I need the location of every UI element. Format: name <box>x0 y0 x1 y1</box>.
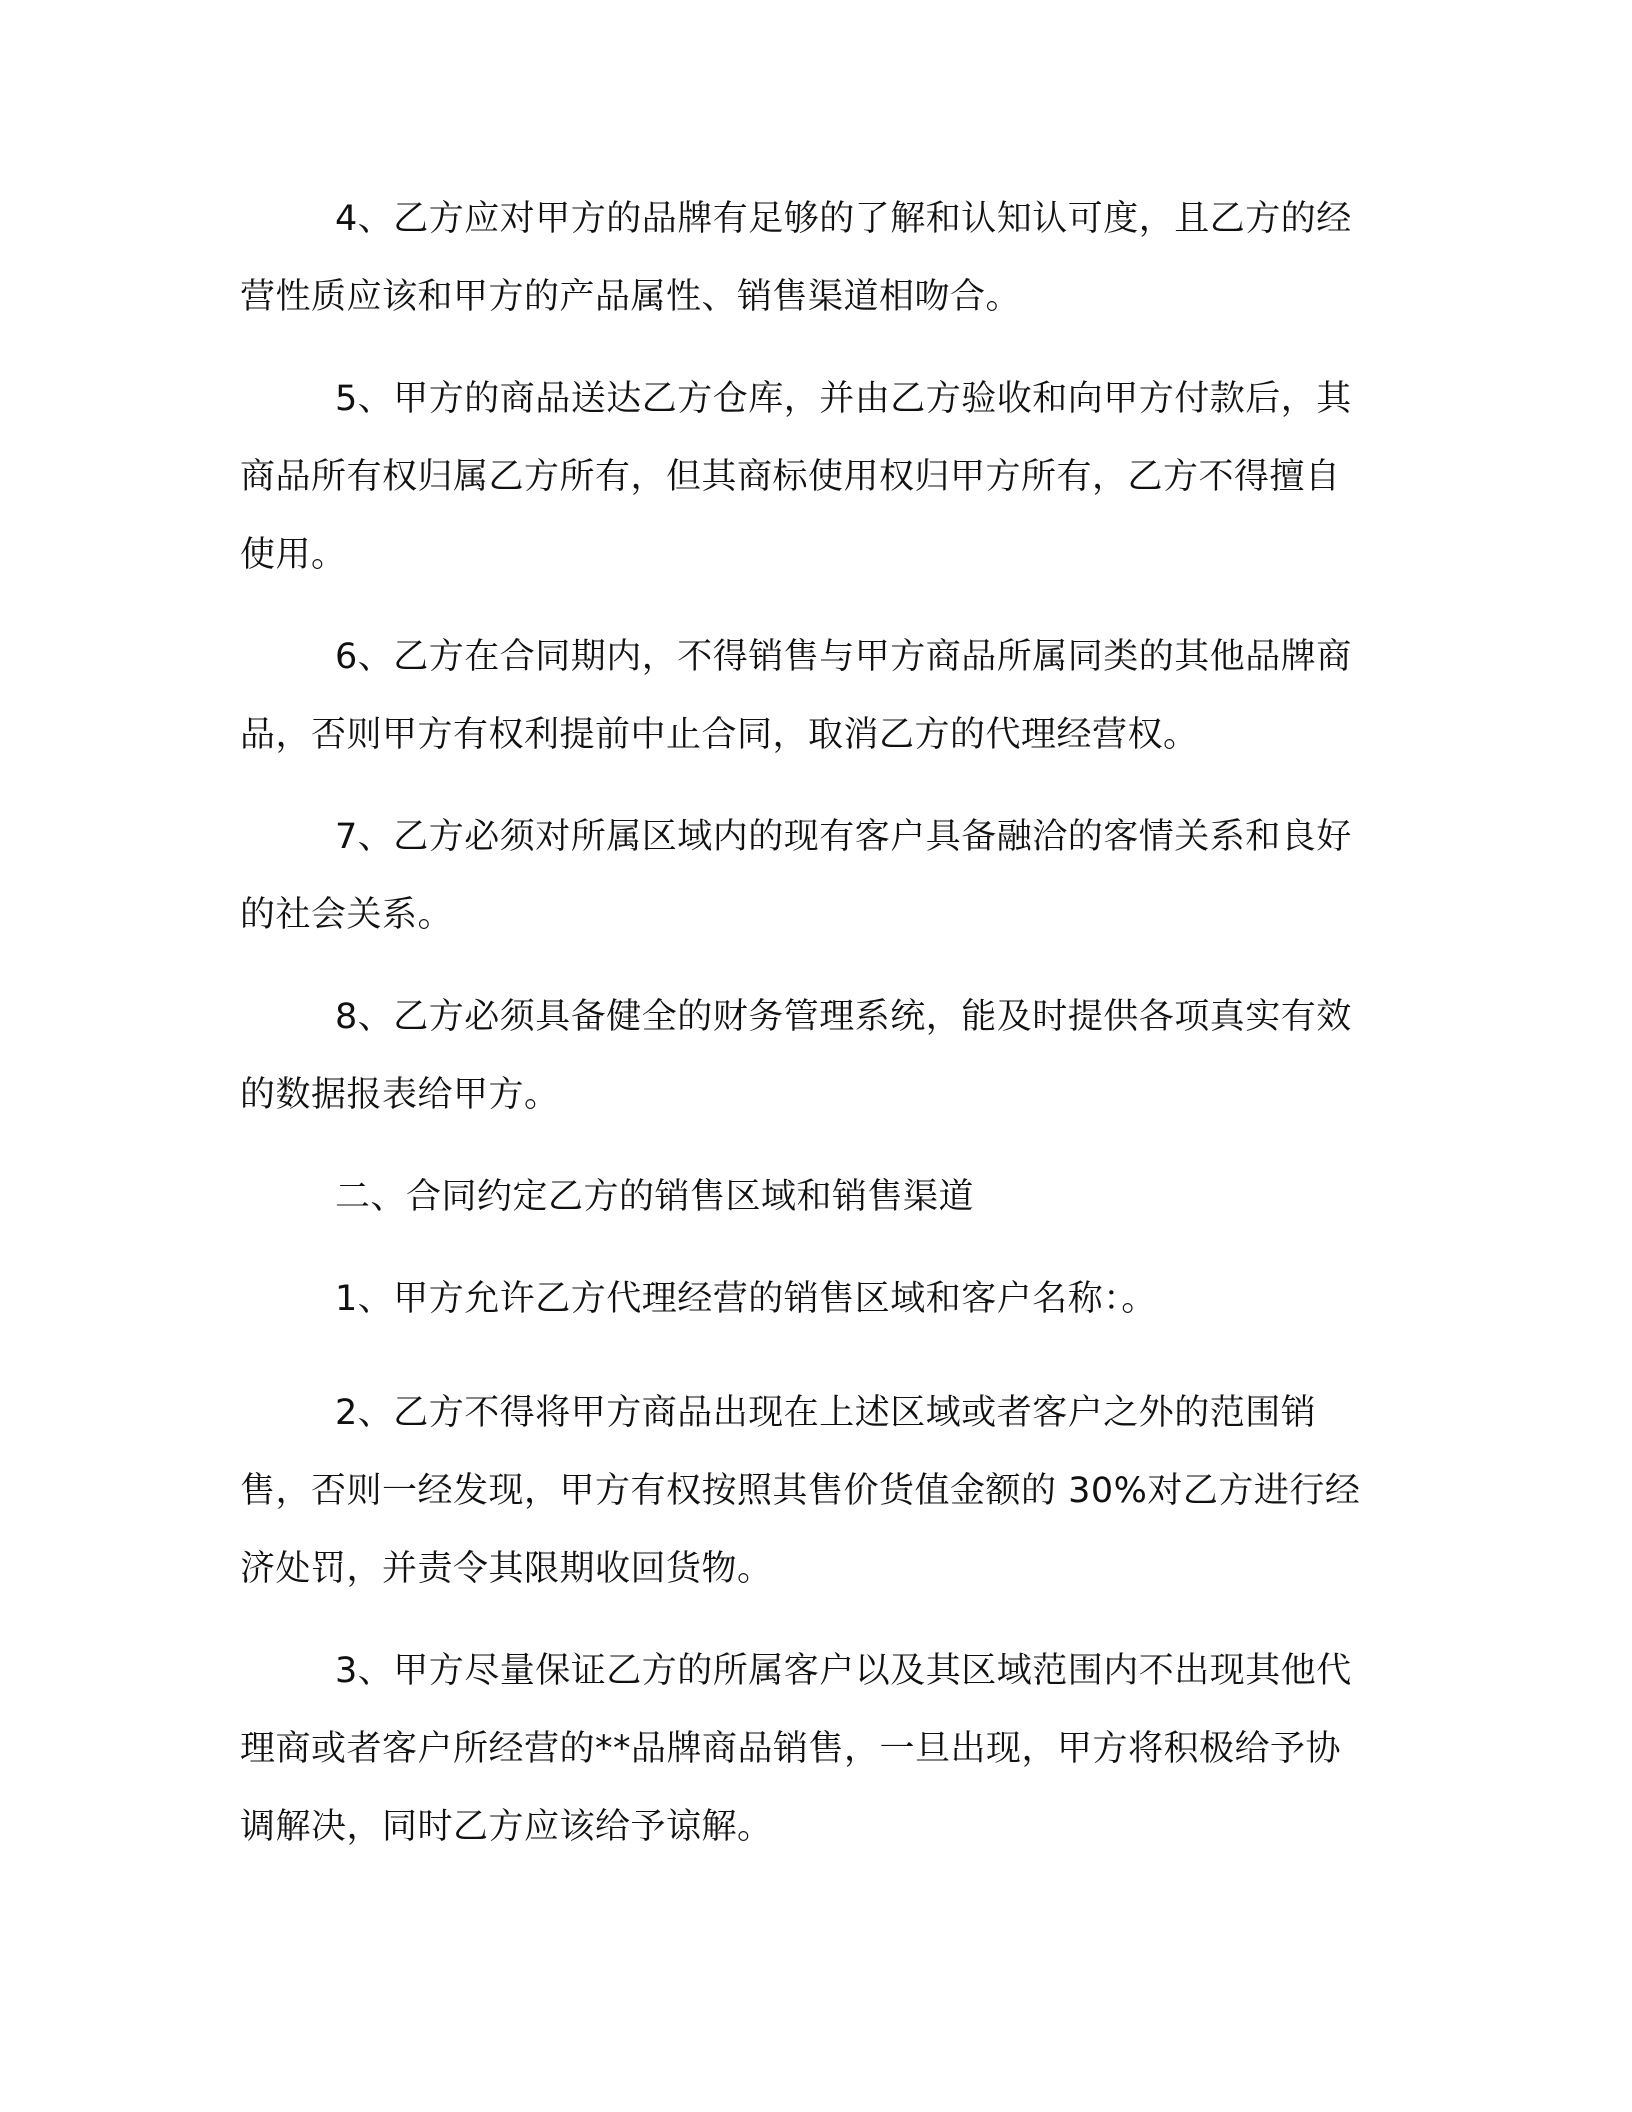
section-2-heading: 二、合同约定乙方的销售区域和销售渠道 <box>335 1177 975 1217</box>
clause-7-paragraph: 7、乙方必须对所属区域内的现有客户具备融洽的客情关系和良好的社会关系。 <box>240 817 1352 935</box>
section-2-clause-3-paragraph: 3、甲方尽量保证乙方的所属客户以及其区域范围内不出现其他代理商或者客户所经营的**品牌商品销售，一旦出现，甲方将积极给予协调解决，同时乙方应该给予谅解。 <box>240 1651 1352 1847</box>
clause-4-paragraph: 4、乙方应对甲方的品牌有足够的了解和认知认可度，且乙方的经营性质应该和甲方的产品属性、销售渠道相吻合。 <box>240 199 1352 317</box>
clause-5-paragraph: 5、甲方的商品送达乙方仓库，并由乙方验收和向甲方付款后，其商品所有权归属乙方所有，但其商标使用权归甲方所有，乙方不得擅自使用。 <box>240 379 1352 575</box>
section-2-clause-1-paragraph: 1、甲方允许乙方代理经营的销售区域和客户名称：。 <box>335 1279 1157 1319</box>
clause-8-paragraph: 8、乙方必须具备健全的财务管理系统，能及时提供各项真实有效的数据报表给甲方。 <box>240 997 1352 1115</box>
clause-6-paragraph: 6、乙方在合同期内，不得销售与甲方商品所属同类的其他品牌商品，否则甲方有权利提前中止合同，取消乙方的代理经营权。 <box>240 637 1352 755</box>
section-2-clause-2-paragraph: 2、乙方不得将甲方商品出现在上述区域或者客户之外的范围销售，否则一经发现，甲方有权按照其售价货值金额的 30%对乙方进行经济处罚，并责令其限期收回货物。 <box>240 1393 1361 1589</box>
